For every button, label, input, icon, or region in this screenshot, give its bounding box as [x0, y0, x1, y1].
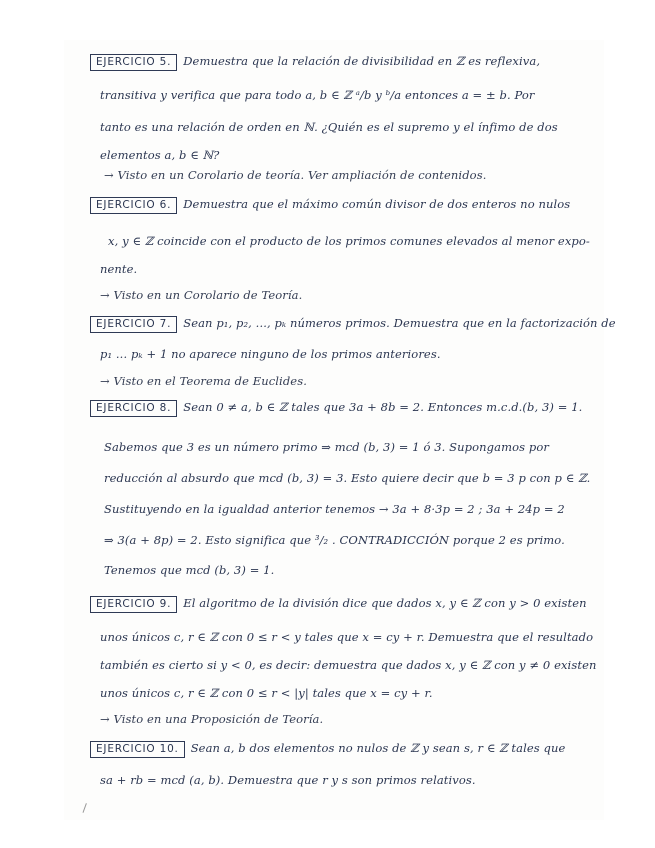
exercise-5-note: → Visto en un Corolario de teoría. Ver ampliación de contenidos.	[104, 168, 487, 182]
exercise-7-line-2: p₁ ... pₖ + 1 no aparece ninguno de los primos anteriores.	[100, 347, 441, 361]
exercise-6-line-2: x, y ∈ ℤ coincide con el producto de los primos comunes elevados al menor expo-	[108, 234, 590, 248]
exercise-9-note: → Visto en una Proposición de Teoría.	[100, 712, 324, 726]
exercise-8-label: EJERCICIO 8.	[90, 400, 177, 417]
exercise-8-solution-1: Sabemos que 3 es un número primo ⇒ mcd (b, 3) = 1 ó 3. Supongamos por	[104, 440, 549, 454]
exercise-8-line-1	[90, 400, 582, 417]
exercise-7-label: EJERCICIO 7.	[90, 316, 177, 333]
exercise-5-line-3: tanto es una relación de orden en ℕ. ¿Quién es el supremo y el ínfimo de dos	[100, 120, 558, 134]
exercise-9-label: EJERCICIO 9.	[90, 596, 177, 613]
exercise-8-text-1: Sean 0 ≠ a, b ∈ ℤ tales que 3a + 8b = 2. Entonces m.c.d.(b, 3) = 1.	[183, 400, 583, 414]
exercise-10-line-2: sa + rb = mcd (a, b). Demuestra que r y s son primos relativos.	[100, 773, 476, 787]
exercise-8-solution-4: ⇒ 3(a + 8p) = 2. Esto significa que ³/₂ . CONTRADICCIÓN porque 2 es primo.	[104, 533, 565, 547]
exercise-8-solution-2: reducción al absurdo que mcd (b, 3) = 3. Esto quiere decir que b = 3 p con p ∈ ℤ.	[104, 471, 591, 485]
exercise-5-line-4: elementos a, b ∈ ℕ?	[100, 148, 220, 162]
exercise-7-text-1: Sean p₁, p₂, ..., pₖ números primos. Demuestra que en la factorización de	[183, 316, 616, 330]
exercise-9-line-2: unos únicos c, r ∈ ℤ con 0 ≤ r < y tales que x = cy + r. Demuestra que el resultado	[100, 630, 594, 644]
exercise-8-solution-5: Tenemos que mcd (b, 3) = 1.	[104, 563, 275, 577]
exercise-6-text-1: Demuestra que el máximo común divisor de dos enteros no nulos	[183, 197, 571, 211]
exercise-9-line-1	[90, 596, 587, 613]
exercise-6-note: → Visto en un Corolario de Teoría.	[100, 288, 303, 302]
exercise-5-text-1: Demuestra que la relación de divisibilidad en ℤ es reflexiva,	[183, 54, 541, 68]
exercise-9-line-4: unos únicos c, r ∈ ℤ con 0 ≤ r < |y| tales que x = cy + r.	[100, 686, 433, 700]
exercise-6-line-1	[90, 197, 570, 214]
exercise-5-label: EJERCICIO 5.	[90, 54, 177, 71]
exercise-8-solution-3: Sustituyendo en la igualdad anterior tenemos → 3a + 8·3p = 2 ; 3a + 24p = 2	[104, 502, 565, 516]
exercise-9-text-1: El algoritmo de la división dice que dados x, y ∈ ℤ con y > 0 existen	[183, 596, 587, 610]
exercise-6-line-3: nente.	[100, 262, 138, 276]
exercise-10-label: EJERCICIO 10.	[90, 741, 185, 758]
exercise-6-label: EJERCICIO 6.	[90, 197, 177, 214]
exercise-7-line-1	[90, 316, 616, 333]
exercise-10-line-1	[90, 741, 565, 758]
exercise-5-line-1	[90, 54, 540, 71]
exercise-7-note: → Visto en el Teorema de Euclides.	[100, 374, 307, 388]
exercise-5-line-2: transitiva y verifica que para todo a, b ∈ ℤ ᵃ/b y ᵇ/a entonces a = ± b. Por	[100, 88, 535, 102]
exercise-9-line-3: también es cierto si y < 0, es decir: demuestra que dados x, y ∈ ℤ con y ≠ 0 existen	[100, 658, 597, 672]
exercise-10-text-1: Sean a, b dos elementos no nulos de ℤ y sean s, r ∈ ℤ tales que	[190, 741, 566, 755]
